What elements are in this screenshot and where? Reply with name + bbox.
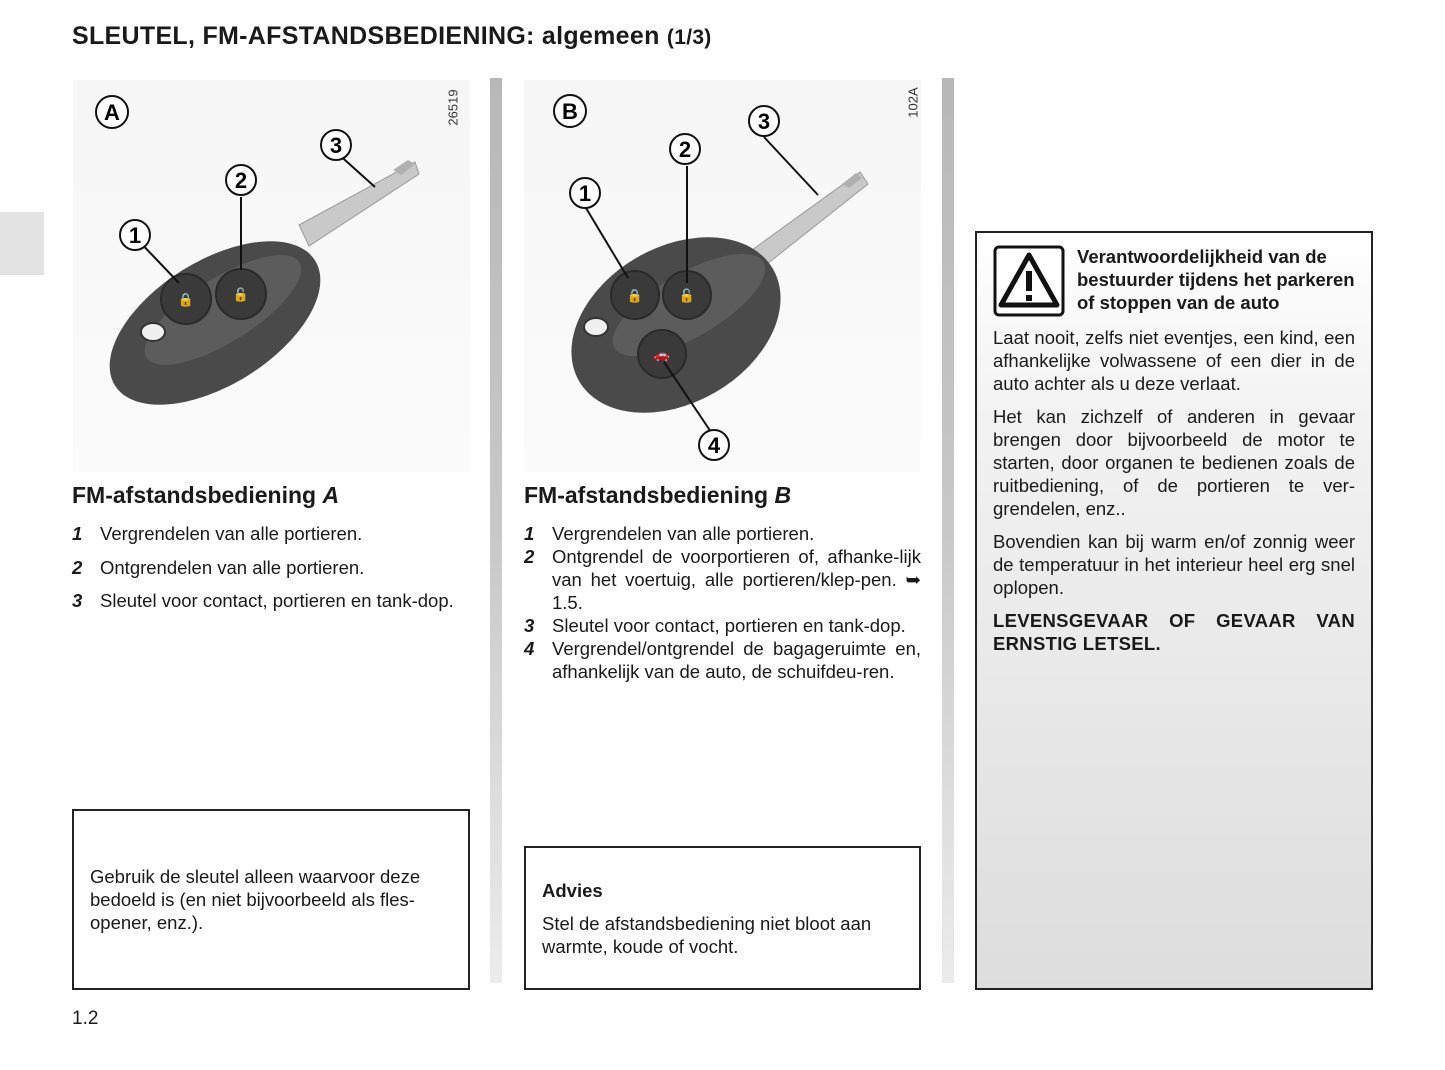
page-number: 1.2 bbox=[72, 1008, 99, 1029]
svg-text:2: 2 bbox=[678, 137, 692, 162]
item-number: 3 bbox=[72, 590, 83, 611]
title-text: SLEUTEL, FM-AFSTANDSBEDIENING: algemeen bbox=[72, 22, 660, 50]
unlock-icon: 🔓 bbox=[678, 289, 696, 304]
item-list-a bbox=[72, 522, 469, 623]
list-item bbox=[524, 614, 921, 637]
callout-3-b bbox=[749, 106, 779, 136]
list-item bbox=[524, 545, 921, 614]
list-item bbox=[72, 522, 469, 545]
warning-paragraph-3: Bovendien kan bij warm en/of zonnig weer de temperatuur in het interieur heel erg snel oplopen. bbox=[993, 531, 1355, 598]
callout-2-a bbox=[226, 165, 256, 195]
section-title-b-letter: B bbox=[774, 482, 792, 508]
figure-letter-b bbox=[554, 95, 586, 127]
svg-text:3: 3 bbox=[329, 133, 343, 158]
item-number: 2 bbox=[72, 556, 83, 578]
svg-text:2: 2 bbox=[234, 168, 248, 193]
svg-text:3: 3 bbox=[757, 109, 771, 134]
column-divider-2 bbox=[942, 78, 954, 983]
danger-statement: LEVENSGEVAAR OF GEVAAR VAN ERNSTIG LETSEL. bbox=[993, 610, 1355, 654]
side-section-tab bbox=[0, 212, 44, 275]
figure-letter-a bbox=[96, 96, 128, 128]
warning-paragraph-1: Laat nooit, zelfs niet eventjes, een kind, een afhankelijke volwassene of een dier in de auto achter als u deze verlaat. bbox=[993, 327, 1355, 394]
svg-text:4: 4 bbox=[707, 433, 721, 458]
key-illustration-a bbox=[82, 96, 419, 438]
callout-3-a bbox=[321, 130, 351, 160]
list-item bbox=[524, 522, 921, 545]
advice-box bbox=[524, 846, 921, 990]
item-text: Vergrendel/ontgrendel de bagageruimte en, afhankelijk van de auto, de schuifdeu-ren. bbox=[552, 638, 921, 682]
section-title-a-letter: A bbox=[322, 482, 340, 508]
lock-icon: 🔒 bbox=[177, 293, 195, 308]
callout-1-b bbox=[570, 178, 600, 208]
key-illustration-b bbox=[540, 95, 868, 460]
warning-header bbox=[993, 245, 1355, 317]
item-text: Ontgrendel de voorportieren of, afhanke-lijk van het voertuig, alle portieren/klep-pen. ➥ 1.5. bbox=[552, 546, 921, 613]
lock-icon: 🔒 bbox=[626, 289, 644, 304]
callout-4-b bbox=[699, 430, 729, 460]
advice-text: Stel de afstandsbediening niet bloot aan warmte, koude of vocht. bbox=[542, 913, 872, 957]
figure-code-a: 26519 bbox=[445, 89, 461, 126]
warning-heading: Verantwoordelijkheid van de bestuurder tijdens het parkeren of stoppen van de auto bbox=[1077, 246, 1355, 313]
item-list-b bbox=[524, 522, 921, 683]
section-title-a bbox=[72, 482, 339, 509]
warning-box bbox=[975, 231, 1373, 990]
usage-note-text: Gebruik de sleutel alleen waarvoor deze bedoeld is (en niet bijvoorbeeld als fles-opener, enz.). bbox=[90, 866, 421, 933]
advice-heading: Advies bbox=[542, 880, 603, 901]
warning-triangle-icon bbox=[993, 245, 1065, 317]
item-number: 3 bbox=[524, 615, 535, 636]
section-title-b-text: FM-afstandsbediening bbox=[524, 482, 769, 508]
page-title bbox=[72, 22, 712, 51]
svg-text:1: 1 bbox=[128, 223, 142, 248]
figure-remote-b bbox=[524, 80, 921, 472]
item-text: Vergrendelen van alle portieren. bbox=[100, 523, 363, 544]
svg-text:A: A bbox=[104, 100, 120, 125]
usage-note-box bbox=[72, 809, 470, 990]
section-title-b bbox=[524, 482, 791, 509]
figure-code-b: 102A bbox=[905, 87, 921, 118]
item-number: 1 bbox=[72, 523, 83, 544]
item-text: Vergrendelen van alle portieren. bbox=[552, 523, 815, 544]
car-trunk-icon: 🚗 bbox=[653, 348, 671, 363]
callout-1-a bbox=[120, 220, 150, 250]
callout-2-b bbox=[670, 134, 700, 164]
item-number: 1 bbox=[524, 523, 535, 544]
section-title-a-text: FM-afstandsbediening bbox=[72, 482, 317, 508]
item-text: Ontgrendelen van alle portieren. bbox=[100, 556, 365, 578]
svg-text:B: B bbox=[562, 99, 578, 124]
item-number: 4 bbox=[524, 638, 535, 659]
warning-paragraph-2: Het kan zichzelf of anderen in gevaar brengen door bijvoorbeeld de motor te starten, door organen te bedienen zoals de ruitbediening, of de portieren te ver-grendelen, enz.. bbox=[993, 406, 1355, 519]
figure-remote-a bbox=[73, 80, 470, 472]
title-part-indicator: (1/3) bbox=[666, 26, 712, 49]
list-item bbox=[72, 556, 469, 579]
list-item bbox=[524, 637, 921, 683]
item-text: Sleutel voor contact, portieren en tank-dop. bbox=[100, 590, 454, 611]
svg-text:1: 1 bbox=[578, 181, 592, 206]
item-text: Sleutel voor contact, portieren en tank-dop. bbox=[552, 615, 906, 636]
unlock-icon: 🔓 bbox=[232, 288, 250, 303]
column-divider-1 bbox=[490, 78, 502, 983]
list-item bbox=[72, 589, 469, 612]
item-number: 2 bbox=[524, 546, 535, 567]
